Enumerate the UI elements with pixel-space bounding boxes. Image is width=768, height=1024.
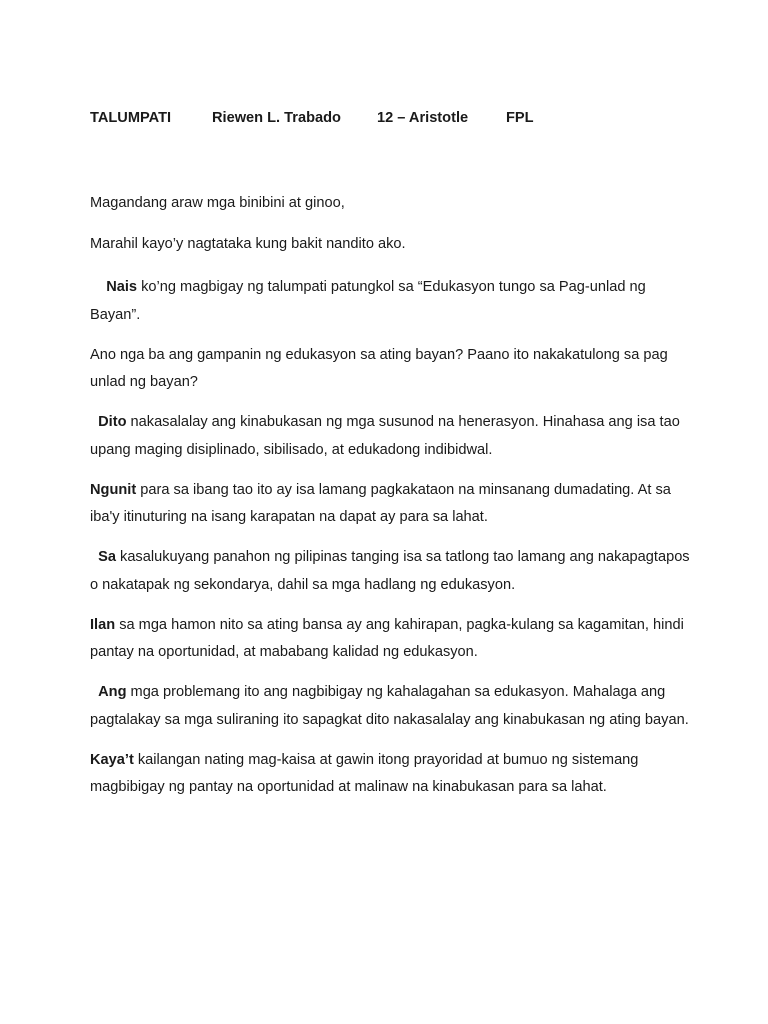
lead-word: Kaya’t — [90, 751, 134, 768]
paragraph: Ilan sa mga hamon nito sa ating bansa ay ang kahirapan, pagka-kulang sa kagamitan, hindi pantay na oportunidad, at mababang kalidad ng edukasyon. — [90, 616, 684, 660]
paragraph: Ano nga ba ang gampanin ng edukasyon sa ating bayan? Paano ito nakakatulong sa pag unlad ng bayan? — [90, 346, 668, 390]
paragraph: Dito nakasalalay ang kinabukasan ng mga susunod na henerasyon. Hinahasa ang isa tao upang maging disiplinado, sibilisado, at edukadong indibidwal. — [90, 414, 680, 458]
speech-body — [90, 192, 690, 814]
grade-section: 12 – Aristotle — [377, 110, 469, 126]
author-name: Riewen L. Trabado — [212, 110, 341, 126]
document-title: TALUMPATI — [90, 110, 172, 126]
paragraph: Marahil kayo’y nagtataka kung bakit nandito ako. — [90, 236, 406, 252]
paragraph: Magandang araw mga binibini at ginoo, — [90, 195, 345, 211]
lead-word: Ngunit — [90, 481, 137, 498]
paragraph: Kaya’t kailangan nating mag-kaisa at gawin itong prayoridad at bumuo ng sistemang magbibigay ng pantay na oportunidad at malinaw na kinabukasan para sa lahat. — [90, 751, 639, 795]
paragraph: Sa kasalukuyang panahon ng pilipinas tanging isa sa tatlong tao lamang ang nakapagtapos o nakatapak ng sekondarya, dahil sa mga hadlang ng edukasyon. — [90, 549, 690, 593]
lead-word: Ang — [98, 684, 127, 700]
paragraph: Ang mga problemang ito ang nagbibigay ng kahalagahan sa edukasyon. Mahalaga ang pagtalakay sa mga suliraning ito sapagkat dito nakasalalay ang kinabukasan ng ating bayan. — [90, 684, 689, 728]
lead-word: Ilan — [90, 616, 116, 633]
paragraph: Nais ko’ng magbigay ng talumpati patungkol sa “Edukasyon tungo sa Pag-unlad ng Bayan”. — [90, 279, 646, 323]
paragraph: Ngunit para sa ibang tao ito ay isa lamang pagkakataon na minsanang dumadating. At sa iba'y itinuturing na isang karapatan na dapat ay para sa lahat. — [90, 481, 671, 525]
lead-word: Dito — [98, 414, 127, 430]
lead-word: Nais — [106, 279, 138, 295]
subject-code: FPL — [506, 110, 534, 126]
lead-word: Sa — [98, 549, 116, 565]
